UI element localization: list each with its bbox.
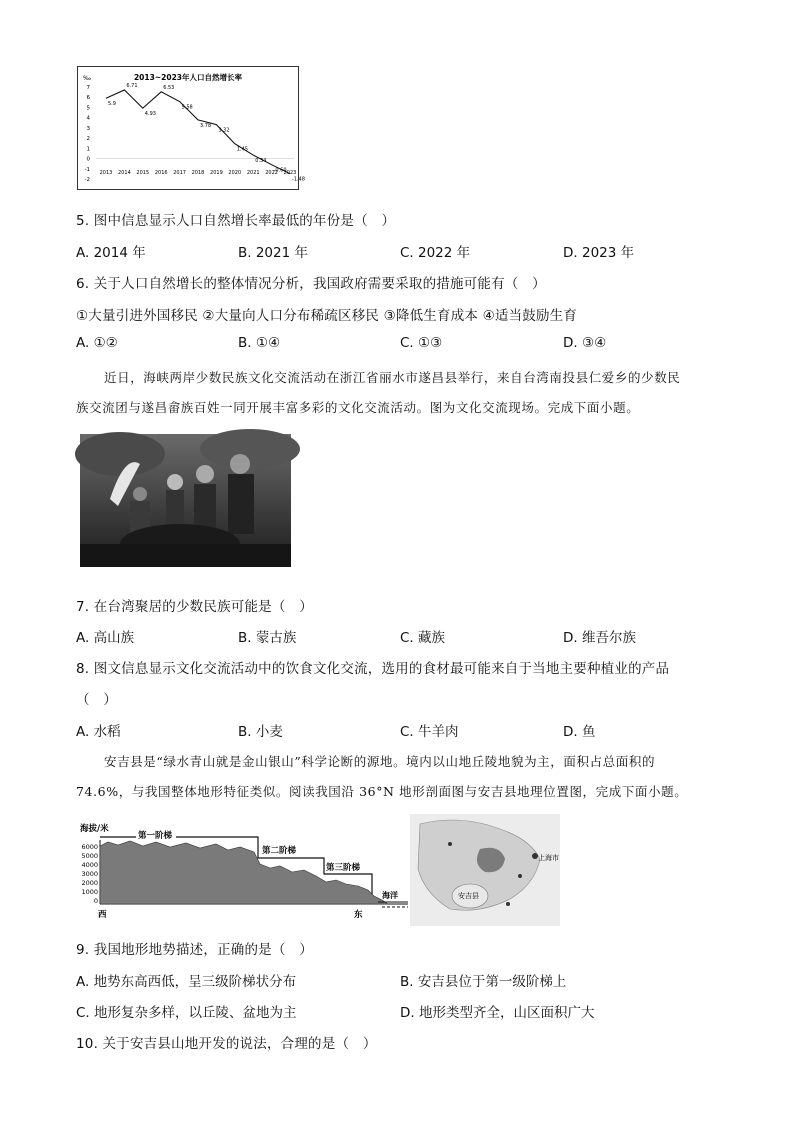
q9-option-a[interactable]: A. 地势东高西低，呈三级阶梯状分布 xyxy=(76,974,297,990)
chart-x-label: 2014 xyxy=(118,170,131,176)
step-1-label: 第一阶梯 xyxy=(138,831,173,841)
chart-title: 2013~2023年人口自然增长率 xyxy=(133,73,243,82)
q6-option-c[interactable]: C. ①③ xyxy=(400,335,443,351)
passage-2-line-1: 安吉县是“绿水青山就是金山银山”科学论断的源地。境内以山地丘陵地貌为主，面积占总面积的 xyxy=(104,754,656,769)
anji-label: 安吉县 xyxy=(458,892,479,900)
q9-option-c[interactable]: C. 地形复杂多样，以丘陵、盆地为主 xyxy=(76,1005,297,1021)
q6-option-b[interactable]: B. ①④ xyxy=(238,335,281,351)
cultural-exchange-photo xyxy=(80,434,291,567)
chart-y-tick: 1 xyxy=(86,146,90,153)
q7-option-d[interactable]: D. 维吾尔族 xyxy=(563,630,636,646)
chart-x-label: 2013 xyxy=(99,170,113,176)
chart-y-tick: -2 xyxy=(84,177,90,183)
q7-option-b[interactable]: B. 蒙古族 xyxy=(238,630,297,646)
q6-choices: ①大量引进外国移民 ②大量向人口分布稀疏区移民 ③降低生育成本 ④适当鼓励生育 xyxy=(76,308,578,324)
profile-y-tick: 5000 xyxy=(81,852,98,860)
q8-option-a[interactable]: A. 水稻 xyxy=(76,724,121,740)
photo-illustration xyxy=(80,434,291,567)
q9-option-d[interactable]: D. 地形类型齐全，山区面积广大 xyxy=(400,1005,595,1021)
anji-location-map xyxy=(410,814,560,926)
chart-x-label: 2017 xyxy=(173,170,186,176)
east-label: 东 xyxy=(354,910,363,920)
profile-y-tick: 0 xyxy=(93,897,98,905)
chart-x-label: 2018 xyxy=(191,170,205,176)
q9-option-b[interactable]: B. 安吉县位于第一级阶梯上 xyxy=(400,974,567,990)
q5-option-d[interactable]: D. 2023 年 xyxy=(563,245,635,261)
chart-y-tick: 3 xyxy=(86,125,90,132)
profile-y-tick: 2000 xyxy=(81,879,98,887)
map-city-dot xyxy=(448,842,452,846)
chart-x-label: 2019 xyxy=(210,170,223,176)
shanghai-label: 上海市 xyxy=(538,854,559,862)
terrain-profile-figure xyxy=(78,820,410,926)
q7-option-c[interactable]: C. 藏族 xyxy=(400,630,446,646)
population-growth-chart xyxy=(77,66,305,190)
chart-y-tick: 4 xyxy=(86,115,90,122)
chart-x-label: 2016 xyxy=(154,170,168,176)
passage-1-line-1: 近日，海峡两岸少数民族文化交流活动在浙江省丽水市遂昌县举行，来自台湾南投县仁爱乡的少数民 xyxy=(104,370,681,385)
anji-map-svg xyxy=(410,814,560,926)
q8-option-d[interactable]: D. 鱼 xyxy=(563,724,596,740)
chart-x-label: 2022 xyxy=(265,170,278,176)
q8-option-c[interactable]: C. 牛羊肉 xyxy=(400,724,459,740)
q7-option-a[interactable]: A. 高山族 xyxy=(76,630,135,646)
chart-y-tick: 7 xyxy=(86,85,90,91)
chart-data-label: 5.58 xyxy=(181,104,193,111)
question-5: 5. 图中信息显示人口自然增长率最低的年份是（ ） xyxy=(76,213,396,229)
chart-data-label: -1.48 xyxy=(292,176,305,183)
chart-data-label: 1.45 xyxy=(236,146,248,153)
profile-y-ticks xyxy=(81,843,98,905)
chart-x-label: 2021 xyxy=(246,170,260,176)
passage-2-line-2: 74.6%，与我国整体地形特征类似。阅读我国沿 36°N 地形剖面图与安吉县地理位置图，完成下面小题。 xyxy=(76,784,688,799)
q5-option-b[interactable]: B. 2021 年 xyxy=(238,245,308,261)
chart-x-label: 2023 xyxy=(283,170,297,176)
chart-data-label: 0.34 xyxy=(255,158,267,165)
chart-y-tick: 0 xyxy=(86,156,90,163)
question-8: 8. 图文信息显示文化交流活动中的饮食文化交流，选用的食材最可能来自于当地主要种植业的产品 xyxy=(76,661,670,677)
chart-data-label: 4.93 xyxy=(144,111,156,118)
chart-y-tick: 5 xyxy=(86,105,90,112)
west-label: 西 xyxy=(98,910,107,920)
question-6: 6. 关于人口自然增长的整体情况分析，我国政府需要采取的措施可能有（ ） xyxy=(76,276,546,292)
map-city-dot xyxy=(518,874,522,878)
chart-data-label: 6.53 xyxy=(163,84,175,91)
profile-y-tick: 4000 xyxy=(81,861,98,869)
chart-data-label: 3.78 xyxy=(200,122,212,129)
q6-option-d[interactable]: D. ③④ xyxy=(563,335,607,351)
question-9: 9. 我国地形地势描述，正确的是（ ） xyxy=(76,942,313,958)
terrain-profile-svg xyxy=(78,820,410,926)
q6-option-a[interactable]: A. ①② xyxy=(76,335,118,351)
question-7: 7. 在台湾聚居的少数民族可能是（ ） xyxy=(76,599,313,615)
chart-data-label: 6.71 xyxy=(126,82,138,89)
profile-y-label: 海拔/米 xyxy=(80,824,109,834)
profile-y-tick: 1000 xyxy=(81,888,98,896)
chart-y-tick: -1 xyxy=(84,166,90,173)
chart-data-label: -0.60 xyxy=(273,167,287,174)
q5-option-a[interactable]: A. 2014 年 xyxy=(76,245,146,261)
sea-label: 海洋 xyxy=(382,891,398,900)
chart-y-tick: 6 xyxy=(86,95,90,102)
chart-x-label: 2020 xyxy=(228,170,242,176)
step-3-label: 第三阶梯 xyxy=(326,863,361,873)
chart-y-unit: ‰ xyxy=(83,75,92,82)
chart-data-label: 3.32 xyxy=(218,127,230,134)
passage-1-line-2: 族交流团与遂昌畲族百姓一同开展丰富多彩的文化交流活动。图为文化交流现场。完成下面小题。 xyxy=(76,400,640,415)
profile-y-tick: 6000 xyxy=(81,843,98,851)
population-growth-chart-svg xyxy=(78,67,305,189)
question-8-bracket: （ ） xyxy=(76,692,118,708)
chart-x-label: 2015 xyxy=(136,170,150,176)
q8-option-b[interactable]: B. 小麦 xyxy=(238,724,283,740)
step-2-label: 第二阶梯 xyxy=(262,846,297,856)
chart-y-tick: 2 xyxy=(86,136,90,143)
profile-y-tick: 3000 xyxy=(81,870,98,878)
chart-data-label: 5.9 xyxy=(108,101,116,108)
map-city-dot xyxy=(506,902,510,906)
question-10: 10. 关于安吉县山地开发的说法，合理的是（ ） xyxy=(76,1036,377,1052)
q5-option-c[interactable]: C. 2022 年 xyxy=(400,245,471,261)
